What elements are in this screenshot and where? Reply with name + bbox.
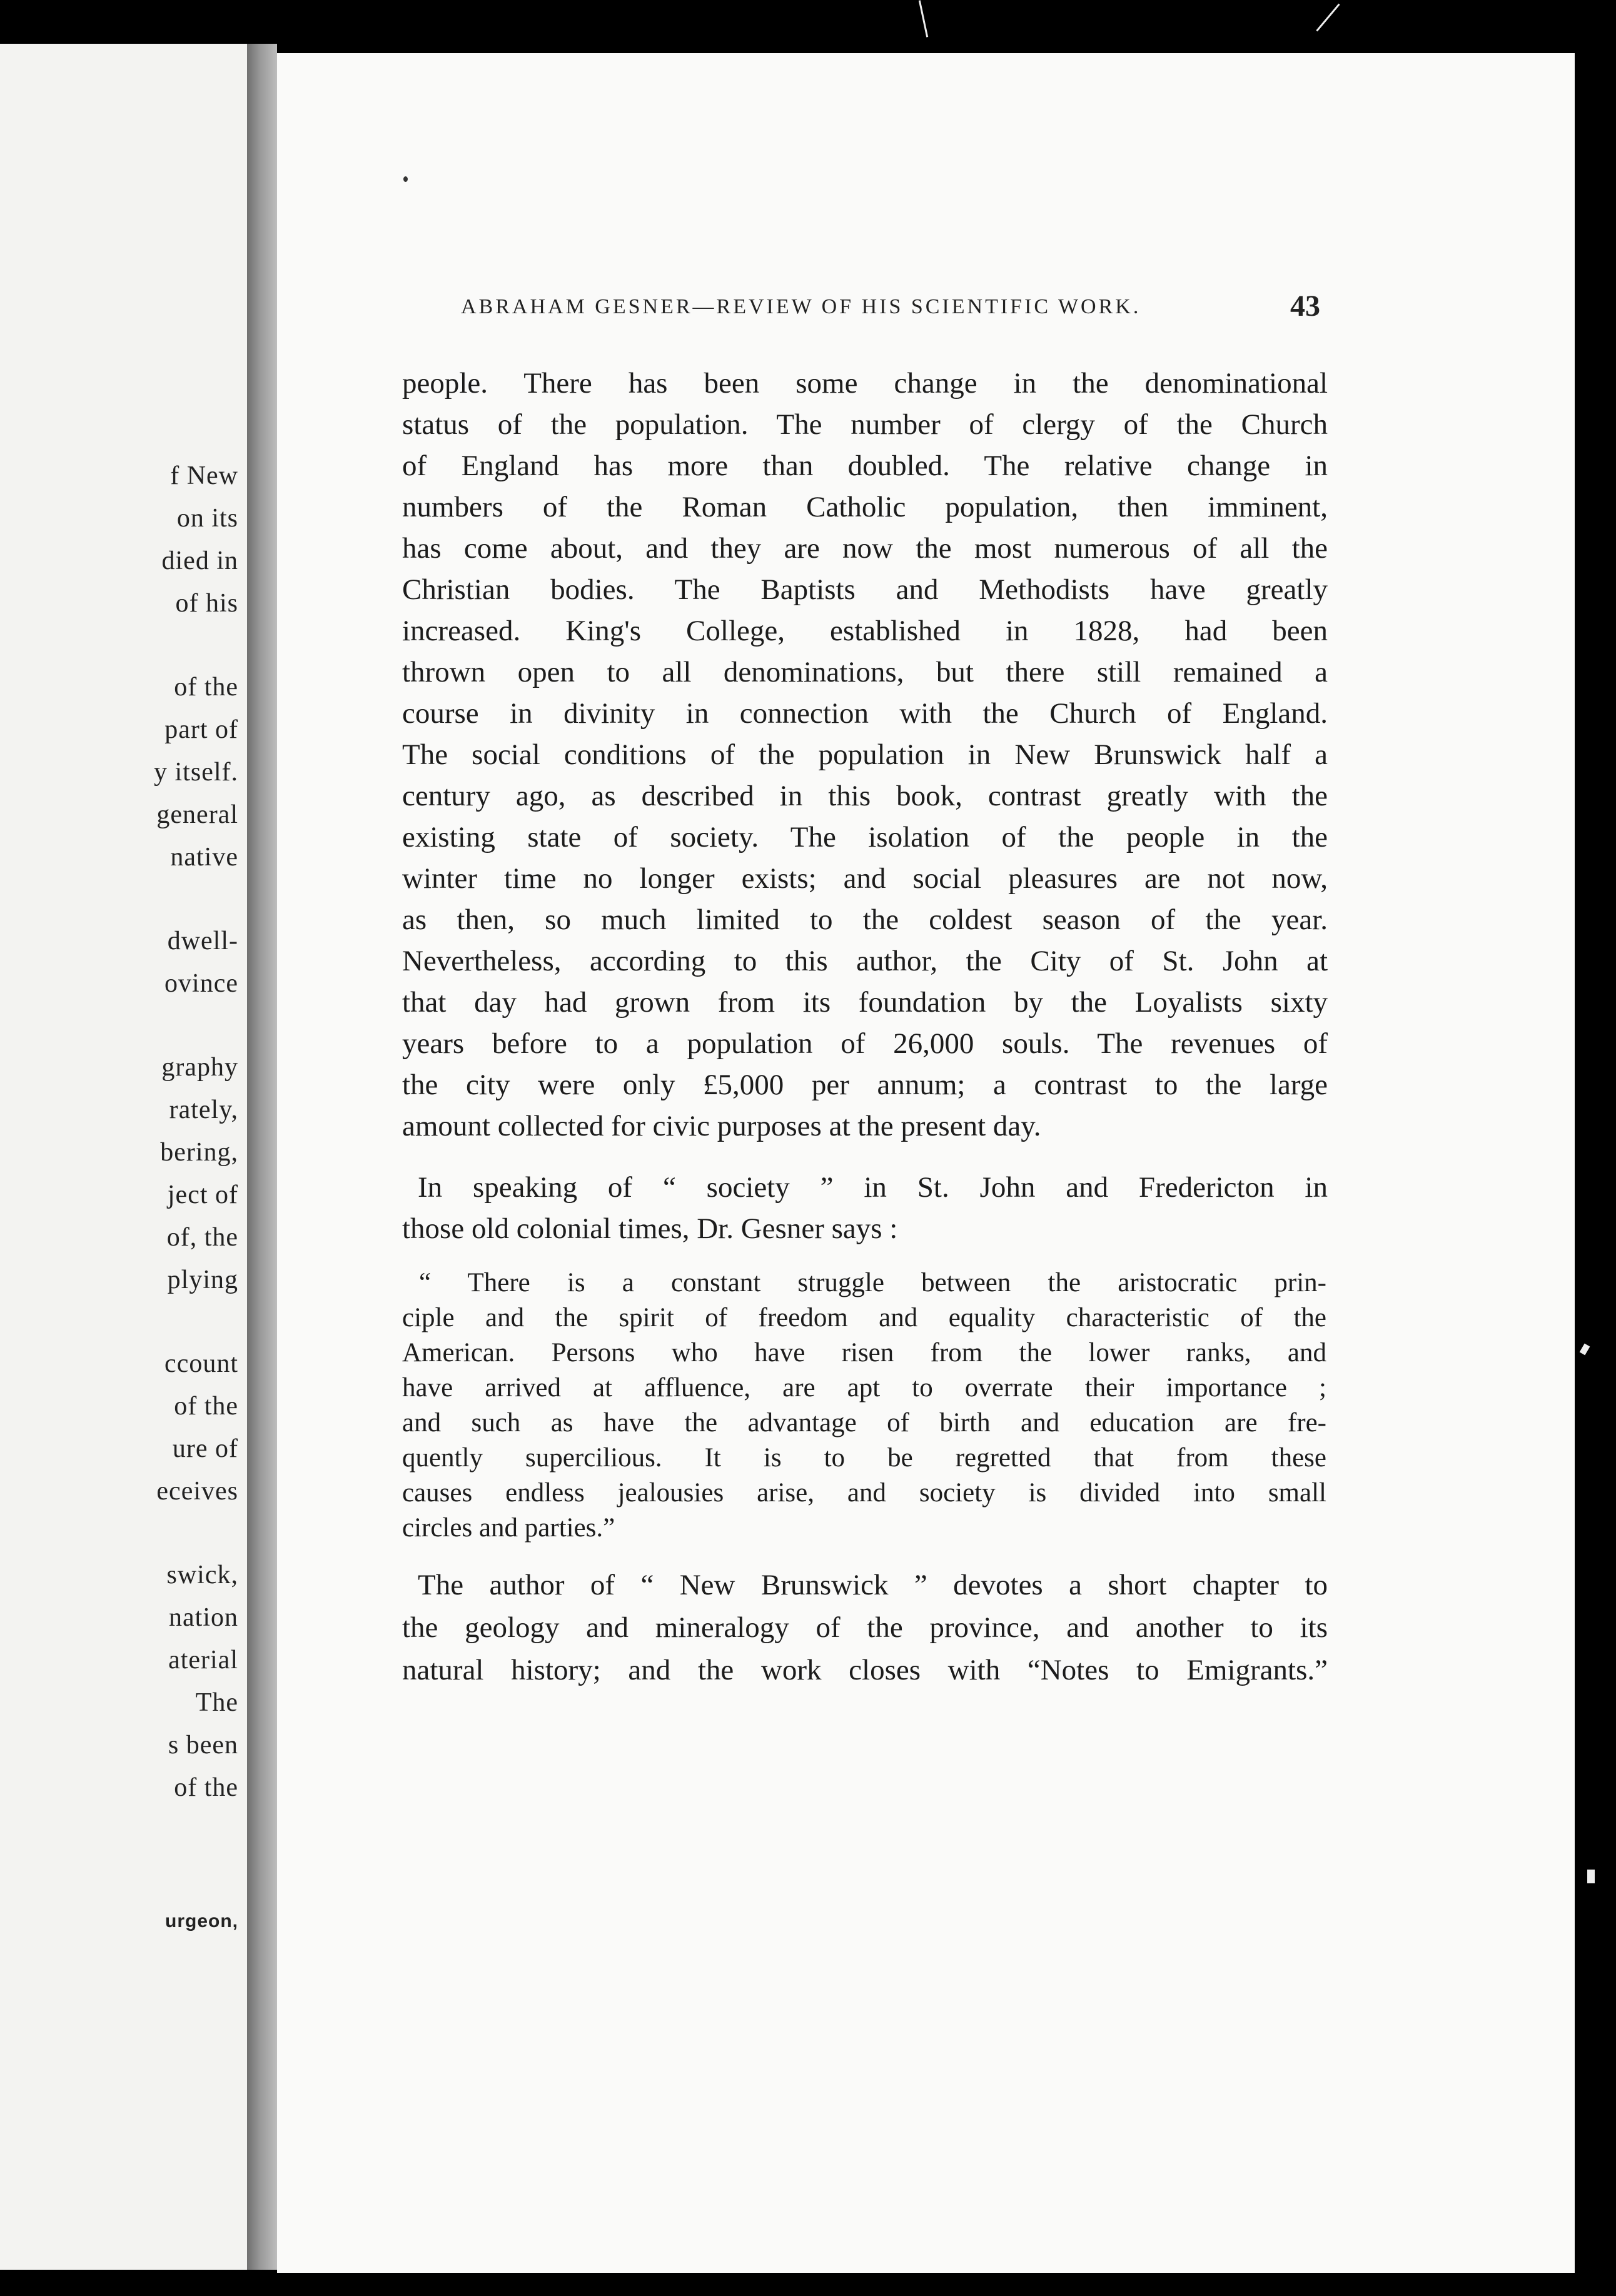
left-page-line: ovince	[164, 969, 238, 998]
text-line: winter time no longer exists; and social pleasures are not now,	[402, 862, 1328, 895]
text-line: has come about, and they are now the most numerous of all the	[402, 532, 1328, 565]
text-line: amount collected for civic purposes at the present day.	[402, 1110, 1041, 1142]
text-line: increased. King's College, established in 1828, had been	[402, 615, 1328, 647]
text-line: that day had grown from its foundation by the Loyalists sixty	[402, 986, 1328, 1019]
left-facing-page	[0, 44, 247, 2270]
text-line: the city were only £5,000 per annum; a contrast to the large	[402, 1069, 1328, 1101]
left-page-line: The	[195, 1688, 238, 1717]
left-page-footnote: urgeon,	[165, 1911, 238, 1931]
left-page-line: ure of	[172, 1434, 238, 1463]
left-page-line: dwell-	[167, 927, 238, 955]
text-line: The author of “ New Brunswick ” devotes a short chapter to	[418, 1569, 1328, 1601]
text-line: existing state of society. The isolation of the people in the	[402, 821, 1328, 853]
left-page-line: died in	[161, 546, 238, 575]
quote-line: and such as have the advantage of birth and education are fre-	[402, 1408, 1326, 1438]
left-page-line: part of	[164, 715, 238, 744]
scan-artifact	[919, 0, 928, 37]
book-gutter	[247, 44, 277, 2270]
text-line: In speaking of “ society ” in St. John and Fredericton in	[418, 1171, 1328, 1204]
text-line: The social conditions of the population in New Brunswick half a	[402, 738, 1328, 771]
text-line: those old colonial times, Dr. Gesner says :	[402, 1212, 898, 1245]
left-page-line: of the	[174, 673, 238, 702]
left-page-line: plying	[167, 1266, 238, 1294]
left-page-line: y itself.	[154, 758, 238, 787]
quote-line: ciple and the spirit of freedom and equality characteristic of the	[402, 1303, 1326, 1332]
quote-line: American. Persons who have risen from the lower ranks, and	[402, 1338, 1326, 1367]
text-line: natural history; and the work closes with “Notes to Emigrants.”	[402, 1654, 1328, 1686]
quote-line: quently supercilious. It is to be regretted that from these	[402, 1443, 1326, 1473]
left-page-line: nation	[169, 1603, 238, 1632]
left-page-line: bering,	[160, 1138, 238, 1167]
left-page-line: of the	[174, 1392, 238, 1421]
left-page-line: ject of	[167, 1181, 238, 1209]
left-page-line: on its	[176, 504, 238, 533]
quote-line: causes endless jealousies arise, and society is divided into small	[402, 1478, 1326, 1508]
scan-artifact	[1316, 4, 1340, 32]
text-line: of England has more than doubled. The relative change in	[402, 450, 1328, 482]
running-header: ABRAHAM GESNER—REVIEW OF HIS SCIENTIFIC WORK.	[461, 295, 1141, 318]
left-page-line: of his	[175, 589, 238, 618]
left-page-line: s been	[168, 1731, 238, 1760]
quote-line: have arrived at affluence, are apt to overrate their importance ;	[402, 1373, 1326, 1402]
scan-artifact	[1587, 1870, 1595, 1883]
text-line: as then, so much limited to the coldest season of the year.	[402, 904, 1328, 936]
left-page-line: f New	[170, 461, 238, 490]
text-line: status of the population. The number of clergy of the Church	[402, 408, 1328, 441]
page-number: 43	[1290, 290, 1320, 323]
text-line: people. There has been some change in the denominational	[402, 367, 1328, 400]
left-page-line: of, the	[166, 1223, 238, 1252]
left-page-line: general	[156, 800, 238, 829]
text-line: century ago, as described in this book, contrast greatly with the	[402, 780, 1328, 812]
left-page-line: rately,	[169, 1095, 238, 1124]
text-line: course in divinity in connection with the Church of England.	[402, 697, 1328, 730]
left-page-line: native	[170, 843, 238, 872]
text-line: Christian bodies. The Baptists and Methodists have greatly	[402, 573, 1328, 606]
left-page-line: eceives	[156, 1477, 238, 1506]
text-line: Nevertheless, according to this author, the City of St. John at	[402, 945, 1328, 977]
left-page-line: graphy	[161, 1053, 238, 1082]
quote-line: circles and parties.”	[402, 1513, 615, 1543]
quote-line: “ There is a constant struggle between the aristocratic prin-	[419, 1268, 1326, 1297]
left-page-line: swick,	[166, 1561, 238, 1589]
left-page-line: aterial	[168, 1646, 238, 1674]
text-line: thrown open to all denominations, but there still remained a	[402, 656, 1328, 688]
text-line: the geology and mineralogy of the province, and another to its	[402, 1611, 1328, 1644]
ink-speck	[403, 176, 408, 182]
left-page-line: of the	[174, 1773, 238, 1802]
text-line: years before to a population of 26,000 souls. The revenues of	[402, 1027, 1328, 1060]
text-line: numbers of the Roman Catholic population, then imminent,	[402, 491, 1328, 523]
left-page-line: ccount	[164, 1349, 238, 1378]
scan-artifact	[1580, 1344, 1590, 1356]
